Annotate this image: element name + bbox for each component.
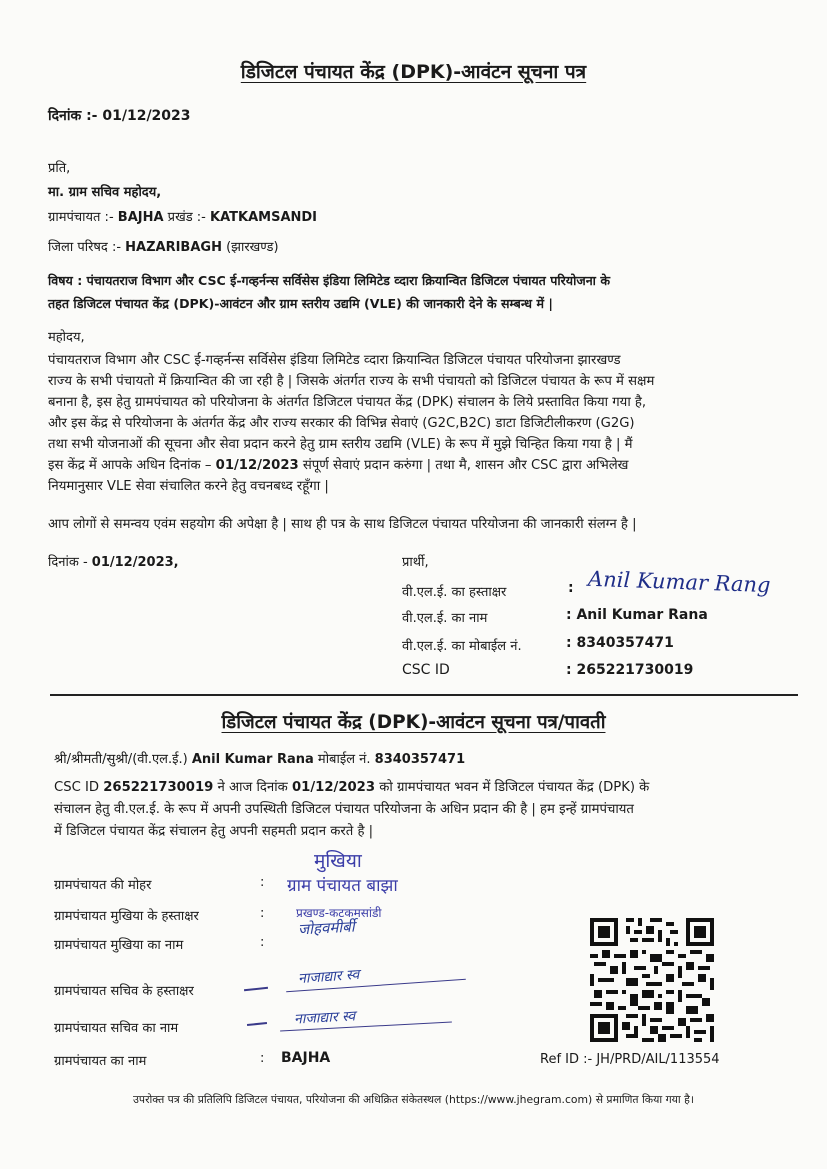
closing-line: आप लोगों से समन्वय एवंम सहयोग की अपेक्षा है | साथ ही पत्र के साथ डिजिटल पंचायत परियोजना की जानकारी संलग्न है | (48, 517, 637, 532)
body-line: राज्य के सभी पंचायतो में क्रियान्वित की जा रही है | जिसके अंतर्गत राज्य के सभी पंचायतो को डिजिटल पंचायत के रूप में सक्षम (48, 374, 655, 389)
ack-line-2 (54, 777, 649, 795)
colon: : (260, 1051, 265, 1066)
body-text: संपूर्ण सेवाएं प्रदान करुंगा | तथा मै, शासन और CSC द्वारा अभिलेख (298, 458, 629, 473)
addressee: मा. ग्राम सचिव महोदय, (48, 185, 162, 200)
ack-line-3: संचालन हेतु वी.एल.ई. के रूप में अपनी उपस्थिती डिजिटल पंचायत परियोजना के अधिन प्रदान की है | हम इन्हें ग्रामपंचायत (54, 802, 634, 817)
block-label: प्रखंड :- (167, 210, 206, 225)
ack-text: CSC ID (54, 780, 104, 795)
gp-name-label: ग्रामपंचायत का नाम (54, 1054, 147, 1069)
colon: : (260, 875, 265, 890)
body-line: तथा सभी योजनाओं की सूचना और सेवा प्रदान करने हेतु ग्राम स्तरीय उद्यमि (VLE) के रूप में मुझे चिन्हित किया गया है | मैं (48, 437, 633, 452)
ack-line-4: में डिजिटल पंचायत केंद्र संचालन हेतु अपनी सहमती प्रदान करते है | (54, 824, 374, 839)
colon: : (260, 906, 265, 921)
salutation: महोदय, (48, 330, 85, 345)
district-line (48, 237, 279, 255)
vle-name-label: वी.एल.ई. का नाम (402, 611, 488, 626)
state: (झारखण्ड) (226, 240, 279, 255)
section-divider (50, 694, 798, 696)
district-value: HAZARIBAGH (125, 240, 222, 255)
vle-sig-colon: : (568, 580, 574, 596)
date2 (48, 552, 179, 570)
mukhiya-sig-label: ग्रामपंचायत मुखिया के हस्ताक्षर (54, 909, 199, 924)
sachiv-sig-label: ग्रामपंचायत सचिव के हस्ताक्षर (54, 984, 194, 999)
date2-value: 01/12/2023, (91, 555, 179, 570)
body-line-date (48, 455, 808, 476)
vle-name-value: : Anil Kumar Rana (566, 607, 708, 623)
vle-signature: Anil Kumar Rang (587, 566, 771, 598)
body-line: नियमानुसार VLE सेवा संचालित करने हेतु वचनबध्द रहूँगा | (48, 479, 329, 494)
mukhiya-signature: जोहवमीर्बी (297, 917, 356, 939)
colon: : (260, 935, 265, 950)
date2-label: दिनांक - (48, 555, 92, 570)
ack-title: डिजिटल पंचायत केंद्र (DPK)-आवंटन सूचना पत्र/पावती (221, 712, 606, 733)
ack-line-1 (54, 749, 465, 767)
ref-id: Ref ID :- JH/PRD/AIL/113554 (540, 1052, 720, 1067)
body-text: इस केंद्र में आपके अधिन दिनांक – (48, 458, 216, 473)
sig-dash (244, 987, 268, 991)
csc-id-value: : 265221730019 (566, 662, 694, 678)
sachiv-signature-1: नाजाद्यार स्व (297, 966, 360, 988)
mukhiya-name-label: ग्रामपंचायत मुखिया का नाम (54, 938, 184, 953)
gp-value: BAJHA (117, 210, 164, 225)
district-label: जिला परिषद :- (48, 240, 122, 255)
sachiv-name-label: ग्रामपंचायत सचिव का नाम (54, 1021, 179, 1036)
gp-name-value: BAJHA (281, 1050, 331, 1066)
subject-line-1: विषय : पंचायतराज विभाग और CSC ई-गव्हर्नन्स सर्विसेस इंडिया लिमिटेड व्दारा क्रियान्वित डिजिटल पंचायत परियोजना के (48, 273, 611, 288)
ack-text: को ग्रामपंचायत भवन में डिजिटल पंचायत केंद्र (DPK) के (375, 780, 650, 795)
ack-name: Anil Kumar Rana (191, 752, 314, 767)
sig-dash (247, 1022, 267, 1026)
page-title: डिजिटल पंचायत केंद्र (DPK)-आवंटन सूचना पत्र (240, 61, 587, 83)
seal-label: ग्रामपंचायत की मोहर (54, 878, 152, 893)
vle-mobile-value: : 8340357471 (566, 635, 674, 651)
prati: प्रति, (48, 161, 71, 176)
ack-date: 01/12/2023 (291, 780, 376, 795)
ack-csc-id: 265221730019 (103, 780, 214, 795)
vle-sig-label: वी.एल.ई. का हस्ताक्षर (402, 585, 507, 600)
body-line: और इस केंद्र से परियोजना के अंतर्गत केंद्र और राज्य सरकार की विभिन्न सेवाएं (G2C,B2C) डाटा डिजिटीलीकरण (G2G) (48, 416, 635, 431)
ack-mobile: 8340357471 (374, 752, 466, 767)
gram-panchayat-line (48, 207, 317, 225)
ack-text: श्री/श्रीमती/सुश्री/(वी.एल.ई.) (54, 752, 192, 767)
date-line: दिनांक :- 01/12/2023 (48, 108, 191, 124)
ack-text: ने आज दिनांक (213, 780, 292, 795)
footer-note: उपरोक्त पत्र की प्रतिलिपि डिजिटल पंचायत, परियोजना की अधिक्रित संकेतस्थल (https://www.jhegram.com) से प्रमाणित किया गया है। (133, 1093, 694, 1106)
subject-line-2: तहत डिजिटल पंचायत केंद्र (DPK)-आवंटन और ग्राम स्तरीय उद्यमि (VLE) की जानकारी देने के सम्बन्ध में | (48, 296, 553, 311)
stamp-line-1: मुखिया (314, 850, 362, 872)
gp-label: ग्रामपंचायत :- (48, 210, 114, 225)
csc-id-label: CSC ID (402, 662, 450, 678)
stamp-line-3: प्रखण्ड-कटकमसांडी (296, 906, 382, 920)
body-line: बनाना है, इस हेतु ग्रामपंचायत को परियोजना के अंतर्गत डिजिटल पंचायत केंद्र (DPK) संचालन के लिये प्रस्तावित किया गया है, (48, 395, 647, 410)
sachiv-signature-2: नाजाद्यार स्व (293, 1008, 356, 1028)
body-paragraph (48, 350, 808, 497)
body-date: 01/12/2023 (215, 458, 299, 473)
vle-mobile-label: वी.एल.ई. का मोबाईल नं. (402, 639, 522, 654)
ack-text: मोबाईल नं. (313, 752, 375, 767)
qr-code (590, 918, 714, 1042)
block-value: KATKAMSANDI (210, 210, 318, 225)
applicant-label: प्रार्थी, (402, 555, 429, 570)
stamp-line-2: ग्राम पंचायत बाझा (287, 876, 398, 896)
body-line: पंचायतराज विभाग और CSC ई-गव्हर्नन्स सर्विसेस इंडिया लिमिटेड व्दारा क्रियान्वित डिजिटल पंचायत परियोजना झारखण्ड (48, 353, 621, 368)
